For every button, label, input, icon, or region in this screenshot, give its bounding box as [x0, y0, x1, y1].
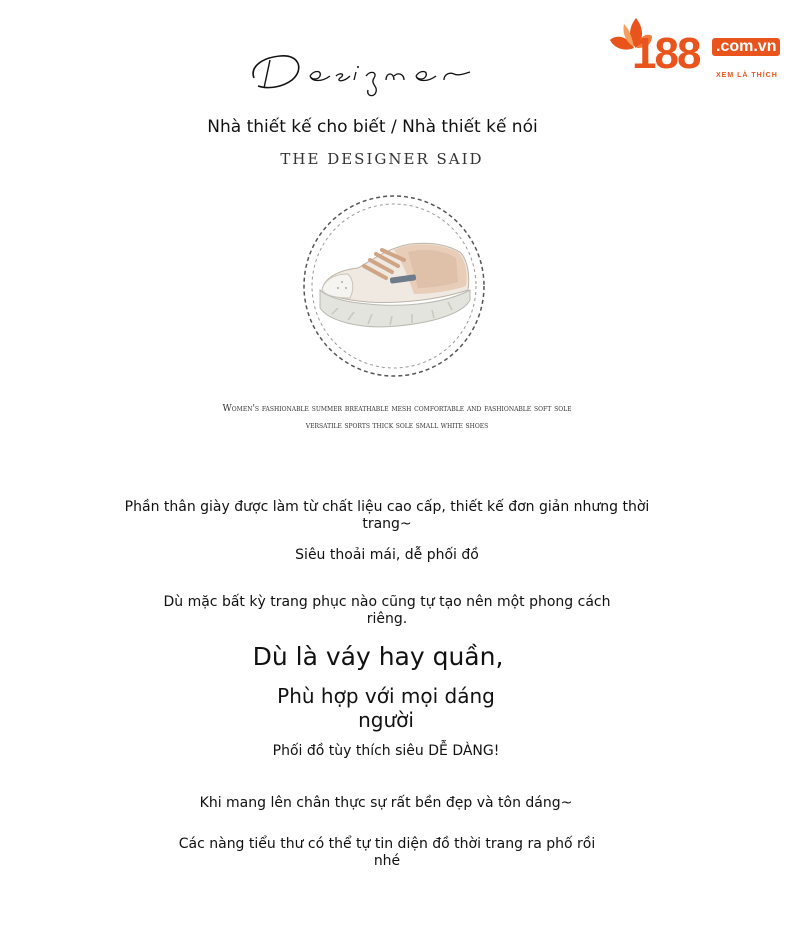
product-description-line2: versatile sports thick sole small white shoes — [305, 421, 489, 430]
site-logo[interactable] — [606, 14, 786, 84]
paragraph-confidence: Các nàng tiểu thư có thể tự tin diện đồ thời trang ra phố rồi nhé — [178, 836, 596, 869]
logo-tagline: XEM LÀ THÍCH — [716, 72, 778, 79]
product-image — [298, 190, 490, 382]
paragraph-body-shape: Phù hợp với mọi dáng người — [277, 684, 495, 732]
paragraph-material: Phần thân giày được làm từ chất liệu cao cấp, thiết kế đơn giản nhưng thời trang~ — [124, 499, 650, 532]
logo-domain: .com.vn — [712, 38, 780, 56]
product-description-line1: Women's fashionable summer breathable mesh comfortable and fashionable soft sole — [222, 404, 572, 414]
script-title — [240, 40, 490, 100]
paragraph-skirt-or-pants: Dù là váy hay quần, — [252, 642, 504, 671]
paragraph-comfort: Siêu thoải mái, dễ phối đồ — [295, 547, 479, 563]
designer-script-graphic — [240, 40, 490, 100]
heading-vietnamese: Nhà thiết kế cho biết / Nhà thiết kế nói — [207, 117, 538, 137]
paragraph-easy-matching: Phối đồ tùy thích siêu DỄ DÀNG! — [272, 743, 500, 759]
paragraph-style: Dù mặc bất kỳ trang phục nào cũng tự tạo nên một phong cách riêng. — [163, 594, 611, 627]
paragraph-durability: Khi mang lên chân thực sự rất bền đẹp và tôn dáng~ — [199, 795, 573, 811]
sneaker-illustration — [298, 190, 490, 382]
heading-english: THE DESIGNER SAID — [280, 150, 484, 168]
logo-number: 188 — [632, 29, 700, 78]
